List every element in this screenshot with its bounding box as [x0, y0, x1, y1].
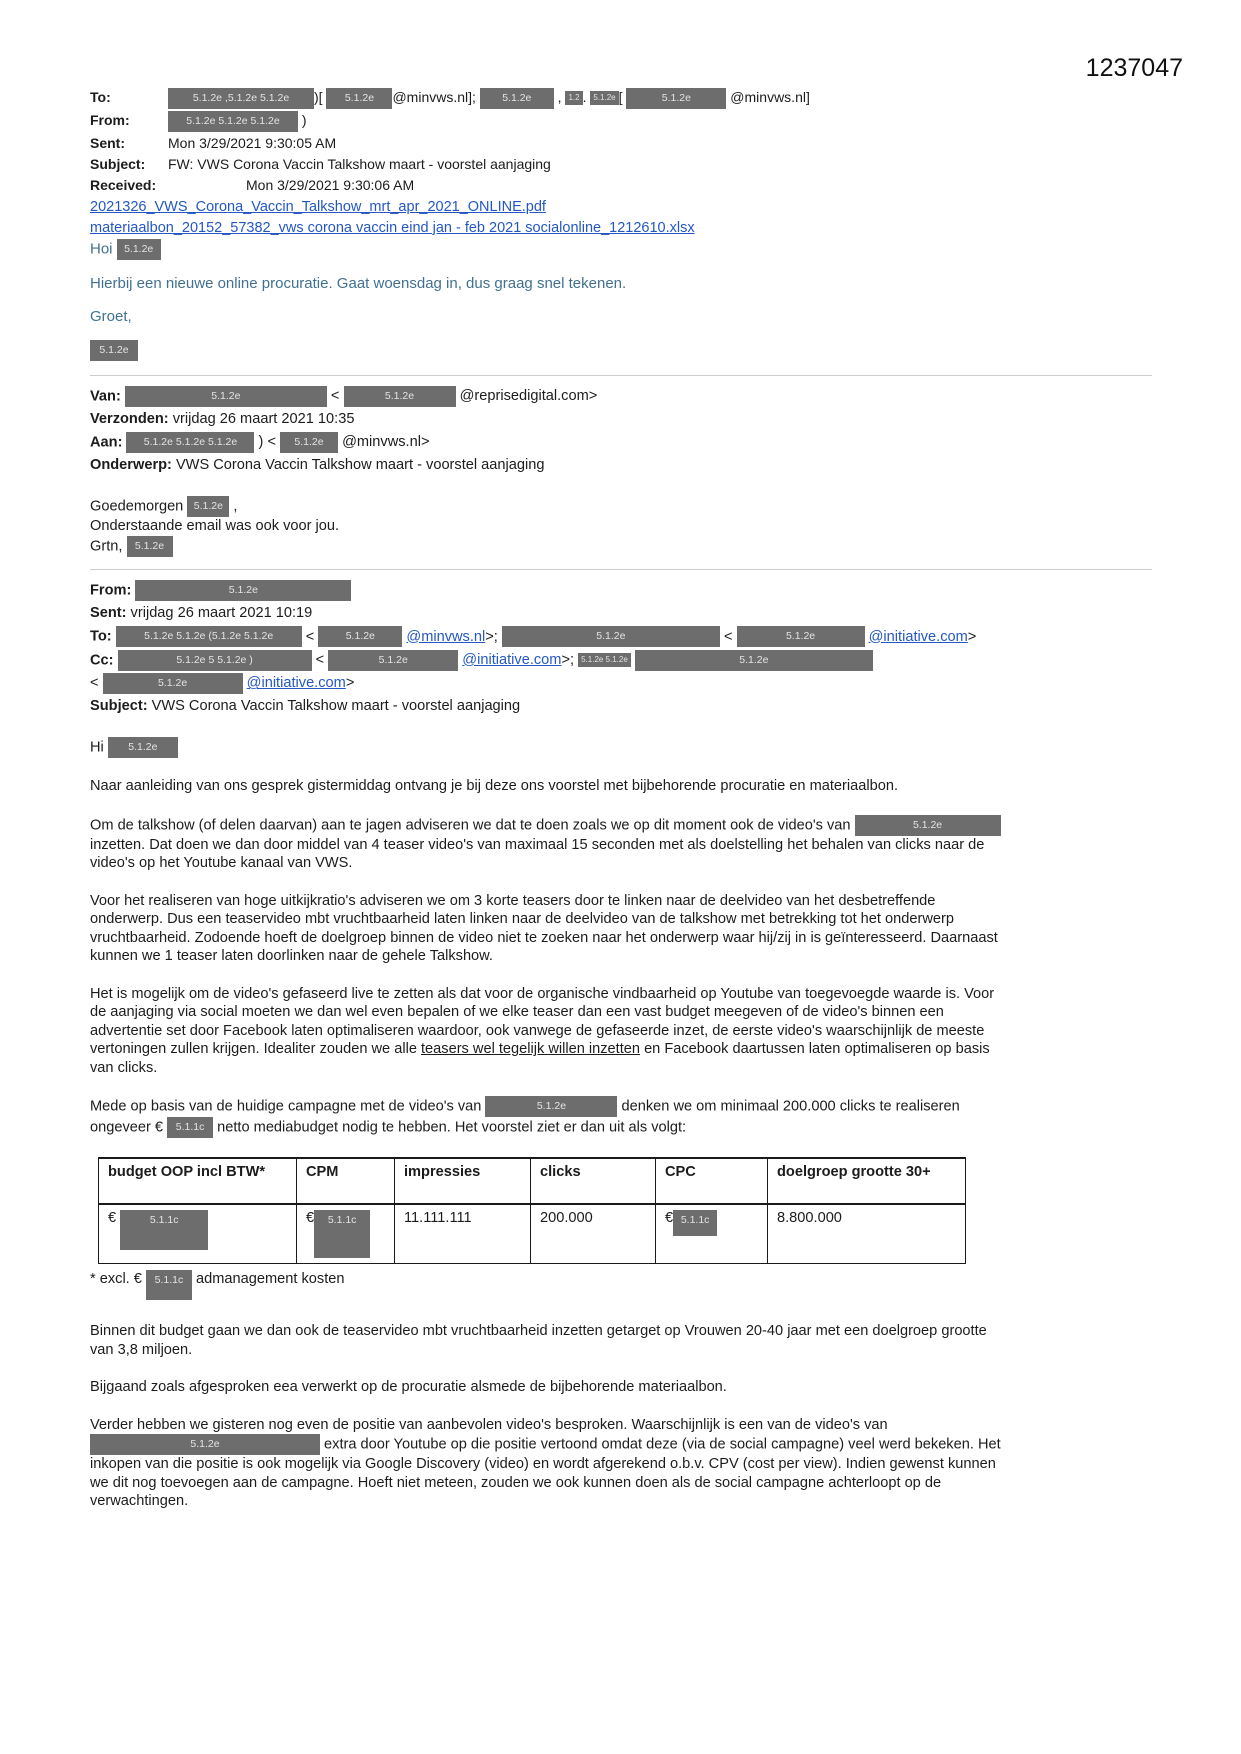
redaction-box: 5.1.2e: [90, 1434, 320, 1455]
redaction-box: 5.1.2e 5.1.2e 5.1.2e: [168, 111, 298, 132]
redaction-box: 5.1.2e: [502, 626, 720, 647]
header-line-onderwerp: [90, 455, 1183, 476]
cell-impressies: [395, 1204, 531, 1264]
redaction-box: 5.1.2e: [127, 536, 173, 557]
col-cpc: CPC: [656, 1158, 768, 1204]
aan-value: [126, 434, 429, 450]
col-clicks: clicks: [531, 1158, 656, 1204]
text-segment: VWS Corona Vaccin Talkshow maart - voorstel aanjaging: [151, 698, 521, 715]
received-value: [168, 175, 1183, 195]
header-row-sent: [90, 133, 1183, 153]
attachment-list: [90, 197, 1183, 239]
redaction-box: 5.1.2e: [485, 1096, 617, 1117]
text-segment: vrijdag 26 maart 2021 10:19: [130, 605, 313, 622]
redaction-box: 5.1.1c: [673, 1210, 717, 1236]
email1-header: [90, 87, 1183, 195]
redaction-box: 5.1.2e: [590, 91, 618, 105]
goedemorgen-line: [90, 496, 1010, 517]
cc-label: Cc:: [90, 651, 118, 668]
verzonden-value: [173, 411, 355, 427]
text-segment: ,: [229, 498, 238, 515]
redaction-box: 1.2: [565, 91, 582, 105]
text-segment: €: [108, 1210, 121, 1227]
redaction-box: 5.1.2e: [626, 88, 726, 109]
onderwerp-value: [176, 457, 545, 473]
text-segment: 11.111.111: [404, 1210, 472, 1227]
paragraph-2: [90, 815, 1010, 873]
text-segment: vrijdag 26 maart 2021 10:35: [172, 410, 355, 427]
text-segment: Grtn,: [90, 538, 127, 555]
redaction-box: 5.1.2e: [855, 815, 1001, 836]
sent-label: Sent:: [90, 134, 125, 151]
header-row-from: [90, 110, 1183, 132]
sent-value: [168, 133, 1183, 153]
text-segment: <: [90, 675, 103, 692]
text-segment: ) <: [254, 434, 281, 451]
text-segment: Om de talkshow (of delen daarvan) aan te jagen adviseren we dat te doen zoals we op dit moment ook de video's van: [90, 817, 855, 834]
redaction-box: 5.1.2e: [318, 626, 402, 647]
text-segment: Goedemorgen: [90, 498, 188, 515]
subject-value: [168, 154, 1183, 174]
from-value: [135, 582, 351, 598]
cell-cpm: [297, 1204, 395, 1264]
email1-body: [90, 239, 1183, 361]
onderwerp-label: Onderwerp:: [90, 457, 176, 474]
header-row-received: [90, 175, 1183, 195]
header-row: [99, 1158, 966, 1204]
text-segment: <: [311, 651, 329, 668]
email3-body: [90, 737, 1183, 1511]
redaction-box: 5.1.2e: [737, 626, 865, 647]
signature-redaction: [90, 340, 1183, 361]
header-row-subject: [90, 154, 1183, 174]
col-cpm: CPM: [297, 1158, 395, 1204]
col-impressies: impressies: [395, 1158, 531, 1204]
text-segment: @minvws.nl>: [338, 434, 430, 451]
text-segment: @minvws.nl]: [726, 89, 810, 105]
subject-label: Subject:: [90, 155, 146, 172]
col-budget: budget OOP incl BTW*: [99, 1158, 297, 1204]
header-line-van: [90, 386, 1183, 407]
redaction-box: 5.1.2e: [125, 386, 327, 407]
van-value: [125, 388, 597, 404]
spacer: [90, 719, 1183, 737]
cc-value-continued: [90, 675, 354, 691]
closing-line: Groet,: [90, 307, 132, 325]
text-segment: extra door Youtube op die positie vertoond omdat deze (via de social campagne) veel werd bekeken. Het inkopen van die positie is ook mogelijk via Google Discovery (video) en wordt afgerekend o.b.v. CPV (cost per view). Indien gewenst kunnen we dit nog toevoegen aan de campagne. Hoeft niet meteen, zouden we ook kunnen doen als de social campagne achterloopt op de verwachtingen.: [90, 1436, 1005, 1510]
text-segment: Mede op basis van de huidige campagne met de video's van: [90, 1098, 486, 1115]
text-segment: Het is mogelijk om de video's gefaseerd live te zetten als dat voor de organische vindbaarheid op Youtube van toegevoegde waarde is. Voor de aanjaging via social moeten we dan wel even bepalen of we elke teaser dan een vast budget meegeven of de video's binnen een advertentie set door Facebook laten optimaliseren waardoor, ook vanwege de gefaseerde inzet, de eerste video's waarschijnlijk de meeste vertoningen zullen krijgen. Idealiter zouden we alle: [90, 985, 999, 1058]
table-row: [99, 1204, 966, 1264]
text-segment: inzetten. Dat doen we dan door middel van 4 teaser video's van maximaal 15 seconden met als doelstelling het behalen van clicks naar de video's op het Youtube kanaal van VWS.: [90, 817, 1005, 872]
redaction-box: 5.1.2e: [480, 88, 554, 109]
text-segment: ,: [553, 89, 566, 105]
cell-clicks: [531, 1204, 656, 1264]
from-label: From:: [90, 111, 130, 128]
text-segment: 8.800.000: [777, 1210, 842, 1227]
email2-header: [90, 386, 1183, 477]
greeting-line: [90, 239, 1183, 260]
text-segment: 200.000: [540, 1210, 593, 1227]
email-address-link[interactable]: @minvws.nl: [406, 628, 486, 645]
budget-table: [98, 1157, 966, 1264]
text-segment: netto mediabudget nodig te hebben. Het voorstel ziet er dan uit als volgt:: [213, 1119, 687, 1136]
header-line-cc: [90, 650, 1183, 671]
table-footnote: [90, 1270, 1183, 1300]
redaction-box: 5.1.2e: [90, 340, 138, 361]
cell-cpc: [656, 1204, 768, 1264]
text-segment: Hoi: [90, 240, 117, 258]
attachment-link-pdf[interactable]: 2021326_VWS_Corona_Vaccin_Talkshow_mrt_apr_2021_ONLINE.pdf: [90, 198, 546, 215]
text-segment: <: [719, 628, 737, 645]
header-line-cc-cont: [90, 673, 1183, 694]
paragraph-3: Voor het realiseren van hoge uitkijkratio's adviseren we om 3 korte teasers door te linken naar de deelvideo van het desbetreffende onderwerp. Dus een teaservideo mbt vruchtbaarheid laten linken naar de deelvideo van de talkshow met betrekking tot het onderwerp vruchtbaarheid. Zodoende hoeft de doelgroep binnen de video niet te zoeken naar het onderwerp waar hij/zij in is geïnteresseerd. Daarnaast kunnen we 1 teaser laten doorlinken naar de gehele Talkshow.: [90, 892, 1002, 965]
text-segment: Verder hebben we gisteren nog even de positie van aanbevolen video's besproken. Waarschijnlijk is een van de video's van: [90, 1416, 892, 1433]
text-segment: >;: [561, 651, 579, 668]
redaction-box: 5.1.2e: [635, 650, 873, 671]
cell-doelgroep: [768, 1204, 966, 1264]
to-value: [168, 87, 1183, 109]
sent-value: [131, 605, 313, 621]
header-line-subject: [90, 696, 1183, 717]
spacer: [90, 478, 1183, 496]
cell-budget: [99, 1204, 297, 1264]
budget-table-head: [99, 1158, 966, 1204]
header-line-sent: [90, 603, 1183, 624]
van-label: Van:: [90, 387, 125, 404]
text-segment: admanagement kosten: [191, 1271, 345, 1288]
text-segment: VWS Corona Vaccin Talkshow maart - voorstel aanjaging: [175, 457, 545, 474]
to-value: [116, 629, 977, 645]
text-segment: Onderstaande email was ook voor jou.: [90, 518, 340, 535]
paragraph-4: [90, 985, 1010, 1078]
received-label: Received:: [90, 176, 157, 193]
text-segment: €: [665, 1210, 674, 1227]
redaction-box: 5.1.1c: [167, 1117, 213, 1138]
email-address-link[interactable]: @initiative.com: [246, 675, 346, 692]
redaction-box: 5.1.2e: [344, 386, 456, 407]
header-line-from: [90, 580, 1183, 601]
paragraph-5: [90, 1096, 1010, 1138]
redaction-box: 5.1.2e: [108, 737, 178, 758]
verzonden-label: Verzonden:: [90, 410, 173, 427]
hi-line: [90, 737, 1010, 758]
email-address-link[interactable]: @initiative.com: [462, 651, 562, 668]
redaction-box: 5.1.2e: [117, 239, 161, 260]
text-segment: denken we om minimaal 200.000 clicks te realiseren ongeveer €: [90, 1098, 964, 1136]
text-segment: @reprisedigital.com>: [455, 387, 598, 404]
text-segment: )[: [314, 89, 327, 105]
redaction-box: 5.1.2e: [326, 88, 392, 109]
separator-line: [90, 375, 1152, 376]
email3-header: [90, 580, 1183, 717]
redaction-box: 5.1.2e: [135, 580, 351, 601]
email2-body: [90, 496, 1183, 557]
from-value: [168, 110, 1183, 132]
underlined-text: teasers wel tegelijk willen inzetten: [421, 1041, 641, 1058]
text-segment: Mon 3/29/2021 9:30:06 AM: [246, 176, 415, 193]
grtn-line: [90, 536, 1010, 557]
header-line-to: [90, 626, 1183, 647]
header-line-verzonden: [90, 409, 1183, 430]
text-segment: @minvws.nl];: [392, 89, 480, 105]
text-segment: Mon 3/29/2021 9:30:05 AM: [168, 134, 337, 151]
redaction-box: 5.1.2e: [187, 496, 229, 517]
text-segment: Hi: [90, 739, 108, 756]
separator-line: [90, 569, 1152, 570]
body-line: Hierbij een nieuwe online procuratie. Gaat woensdag in, dus graag snel tekenen.: [90, 274, 627, 292]
redaction-box: 5.1.2e 5.1.2e (5.1.2e 5.1.2e: [116, 626, 302, 647]
text-segment: [: [618, 89, 627, 105]
text-segment: * excl. €: [90, 1271, 146, 1288]
document-number: 1237047: [1085, 54, 1183, 82]
redaction-box: 5.1.2e 5.1.2e 5.1.2e: [126, 432, 254, 453]
text-segment: >;: [485, 628, 502, 645]
redaction-box: 5.1.1c: [120, 1210, 208, 1250]
sent-label: Sent:: [90, 605, 131, 622]
email-address-link[interactable]: @initiative.com: [868, 628, 968, 645]
header-row-to: [90, 87, 1183, 109]
redaction-box: 5.1.2e: [103, 673, 243, 694]
redaction-box: 5.1.2e 5.1.2e: [578, 653, 631, 667]
budget-table-body: [99, 1204, 966, 1264]
paragraph-1: Naar aanleiding van ons gesprek gistermiddag ontvang je bij deze ons voorstel met bijbehorende procuratie en materiaalbon.: [90, 778, 899, 795]
to-label: To:: [90, 628, 116, 645]
text-segment: .: [582, 89, 591, 105]
paragraph-6: Binnen dit budget gaan we dan ook de teaservideo mbt vruchtbaarheid inzetten getarget op Vrouwen 20-40 jaar met een doelgroep grootte van 3,8 miljoen.: [90, 1323, 991, 1358]
cc-value: [118, 652, 873, 668]
subject-label: Subject:: [90, 698, 152, 715]
to-label: To:: [90, 89, 111, 105]
text-segment: FW: VWS Corona Vaccin Talkshow maart - voorstel aanjaging: [168, 155, 551, 172]
redaction-box: 5.1.2e ,5.1.2e 5.1.2e: [168, 88, 314, 109]
col-doelgroep: doelgroep grootte 30+: [768, 1158, 966, 1204]
subject-value: [152, 698, 521, 714]
attachment-link-xlsx[interactable]: materiaalbon_20152_57382_vws corona vaccin eind jan - feb 2021 socialonline_1212610.xlsx: [90, 219, 695, 236]
redaction-box: 5.1.2e 5 5.1.2e ): [118, 650, 312, 671]
redaction-box: 5.1.1c: [314, 1210, 370, 1258]
text-segment: >: [345, 675, 355, 692]
text-segment: ): [298, 111, 307, 128]
text-segment: en Facebook daartussen laten optimaliseren op basis van clicks.: [90, 1041, 994, 1076]
redaction-box: 5.1.1c: [146, 1270, 192, 1300]
paragraph-7: Bijgaand zoals afgesproken eea verwerkt op de procuratie alsmede de bijbehorende materiaalbon.: [90, 1379, 727, 1396]
text-segment: €: [306, 1210, 315, 1227]
aan-label: Aan:: [90, 434, 127, 451]
redaction-box: 5.1.2e: [280, 432, 338, 453]
text-segment: <: [301, 628, 319, 645]
text-segment: >: [967, 628, 977, 645]
header-line-aan: [90, 432, 1183, 453]
text-segment: <: [326, 387, 344, 404]
paragraph-8: [90, 1416, 1010, 1511]
onderstaande-line: [90, 517, 1010, 536]
redaction-box: 5.1.2e: [328, 650, 458, 671]
from-label: From:: [90, 582, 136, 599]
